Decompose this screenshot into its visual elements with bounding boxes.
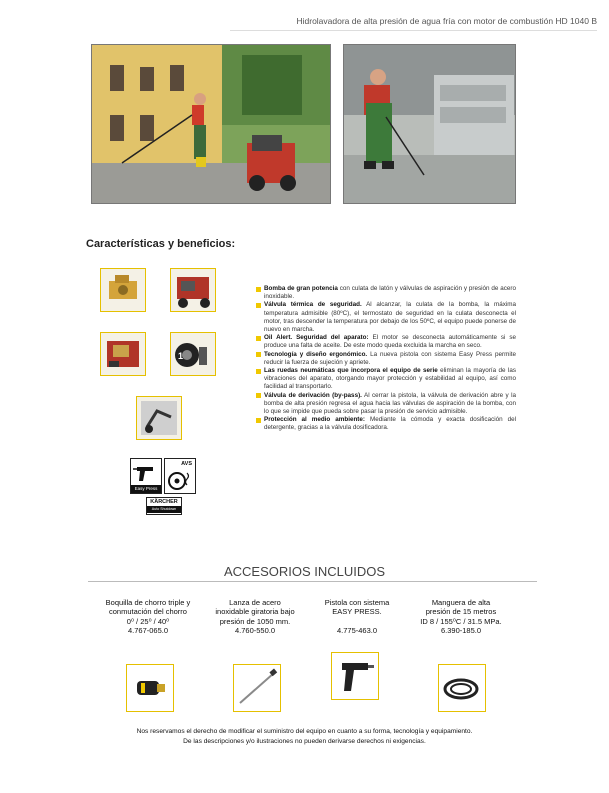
accessory-code: 4.760-550.0 xyxy=(234,625,276,635)
thumb-oil-alert-image xyxy=(100,332,146,376)
document-title: Hidrolavadora de alta presión de agua fría con motor de combustión HD 1040 B xyxy=(296,16,597,26)
svg-text:1: 1 xyxy=(178,351,184,361)
feature-item xyxy=(256,416,516,432)
karcher-badge xyxy=(146,497,182,515)
accessory-line: 0⁰ / 25⁰ / 40⁰ xyxy=(126,616,170,626)
disclaimer-line: De las descripciones y/o ilustraciones no pueden derivarse derechos ni exigencias. xyxy=(183,738,426,745)
thumb-engine-image xyxy=(170,268,216,312)
accessory-line: presión de 15 metros xyxy=(425,607,497,617)
accessory-line: Boquilla de chorro triple y xyxy=(105,598,191,607)
bullet-icon xyxy=(256,303,261,308)
accessory-line: Lanza de acero xyxy=(229,598,281,607)
feature-item xyxy=(256,285,516,301)
accessory-line: Manguera de alta xyxy=(431,598,491,607)
accessory-item xyxy=(93,598,203,635)
disclaimer xyxy=(0,727,609,747)
feature-title: Tecnología y diseño ergonómico. xyxy=(264,350,368,358)
accessory-line: EASY PRESS. xyxy=(332,607,382,617)
karcher-logo-text: KÄRCHER xyxy=(150,499,178,505)
disclaimer-line: Nos reservamos el derecho de modificar el suministro del equipo en cuanto a su forma, tecnología y equipamiento. xyxy=(136,728,473,735)
bullet-icon xyxy=(256,369,261,374)
bullet-icon xyxy=(256,287,261,292)
spray-gun-icon xyxy=(131,459,161,485)
accessory-item xyxy=(302,598,412,635)
accessory-line: Pistola con sistema xyxy=(324,598,390,607)
feature-item xyxy=(256,334,516,350)
spray-gun-icon xyxy=(331,652,379,700)
accessory-code: 6.390-185.0 xyxy=(440,625,482,635)
hose-icon xyxy=(438,664,486,712)
easy-press-badge xyxy=(130,458,162,494)
bullet-icon xyxy=(256,393,261,398)
easy-press-label: Easy Press xyxy=(131,485,161,493)
accessory-code: 4.767-065.0 xyxy=(127,625,169,635)
accessories-divider xyxy=(88,581,537,582)
thumb-pump-image xyxy=(100,268,146,312)
photo-industrial-cleaning xyxy=(343,44,516,204)
feature-item xyxy=(256,392,516,417)
feature-text: eliminan la mayoría de las vibraciones del aparato, otorgando mayor protección y estabilidad al equipo, así como facilidad al transportarlo. xyxy=(264,367,516,391)
header-divider xyxy=(230,30,597,31)
accessory-line: conmutación del chorro xyxy=(109,607,187,617)
avs-badge xyxy=(164,458,196,494)
accessory-line: ID 8 / 155⁰C / 31.5 MPa. xyxy=(420,616,502,626)
feature-title: Bomba de gran potencia xyxy=(264,285,338,292)
karcher-sub-label: Auto Shutdown xyxy=(147,506,181,513)
avs-label: AVS xyxy=(181,461,192,467)
feature-text: Mediante la cómoda y exacta dosificación del detergente, gracias a la válvula dosificadora. xyxy=(264,416,517,432)
feature-title: Válvula térmica de seguridad. xyxy=(264,301,362,309)
feature-text: Al cerrar la pistola, la válvula de derivación abre y la bomba de alta presión regresa el agua hacia las válvulas de aspiración de la bomba, con lo que se impide que pueda sobre pasar la presión de servicio admisible. xyxy=(264,391,517,416)
features-heading: Características y beneficios: xyxy=(86,238,236,250)
accessory-code: 4.775-463.0 xyxy=(336,625,378,635)
photo-outdoor-cleaning xyxy=(91,44,331,204)
feature-item xyxy=(256,301,516,334)
accessory-line: inoxidable giratoria bajo xyxy=(215,607,295,617)
feature-title: Protección al medio ambiente: xyxy=(264,416,365,424)
feature-title: Oil Alert. Seguridad del aparato: xyxy=(264,334,369,342)
feature-text: El motor se desconecta automáticamente si se produce una falta de aceite. De este modo queda excluida la marcha en seco. xyxy=(264,334,516,350)
feature-text: Al alcanzar, la culata de la bomba, la máxima temperatura admisible (80ºC), el termostato de seguridad en la culata desconecta el motor, tras descender la temperatura por debajo de los 50ºC, el equipo puede ponerse de nuevo en marcha. xyxy=(264,301,516,334)
thumb-wheel-gun-image xyxy=(170,332,216,376)
feature-item xyxy=(256,351,516,367)
accessories-heading: ACCESORIOS INCLUIDOS xyxy=(223,564,386,579)
feature-text: con culata de latón y válvulas de aspiración y presión de acero inoxidable. xyxy=(264,285,516,301)
bullet-icon xyxy=(256,336,261,341)
accessory-line: presión de 1050 mm. xyxy=(219,616,291,626)
lance-icon xyxy=(233,664,281,712)
feature-title: Válvula de derivación (by-pass). xyxy=(264,391,362,399)
feature-text: La nueva pistola con sistema Easy Press permite reducir la fuerza de sujeción y apriete. xyxy=(264,350,516,366)
feature-title: Las ruedas neumáticas que incorpora el equipo de serie xyxy=(264,367,438,375)
accessory-item xyxy=(406,598,516,635)
bullet-icon xyxy=(256,352,261,357)
bullet-icon xyxy=(256,418,261,423)
thumb-bypass-image xyxy=(136,396,182,440)
feature-item xyxy=(256,367,516,392)
features-list xyxy=(256,285,516,433)
accessory-item xyxy=(200,598,310,635)
nozzle-icon xyxy=(126,664,174,712)
